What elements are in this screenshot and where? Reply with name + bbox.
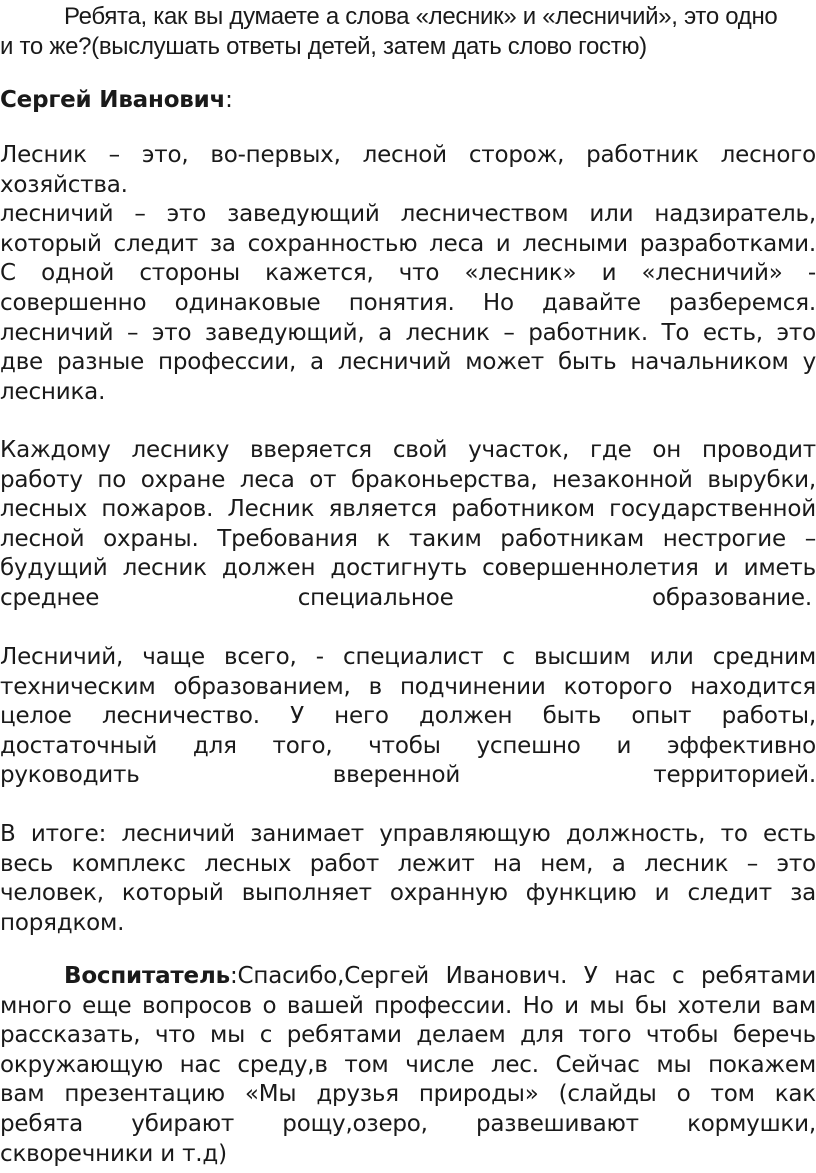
text-line: лесника. xyxy=(0,378,106,405)
text-line: лесничий – это заведующий, а лесник – работник. То есть, это xyxy=(0,319,816,346)
text-line: хозяйства. xyxy=(0,171,128,198)
intro-line-2: и то же?(выслушать ответы детей, затем дать слово гостю) xyxy=(0,33,647,60)
text-line: В итоге: лесничий занимает управляющую должность, то есть xyxy=(0,821,816,847)
text-line: рассказать, что мы с ребятами делаем для того чтобы беречь xyxy=(0,1022,816,1049)
intro-paragraph xyxy=(0,2,816,62)
text-line: техническим образованием, в подчинении которого находится xyxy=(0,673,816,700)
text-line: среднее специальное образование. xyxy=(0,584,812,611)
guest-heading xyxy=(0,86,816,116)
text-line: ребята убирают рощу,озеро, развешивают кормушки, xyxy=(0,1110,816,1137)
text-line: весь комплекс лесных работ лежит на нем, а лесник – это xyxy=(0,850,816,877)
text-line: работу по охране леса от браконьерства, незаконной вырубки, xyxy=(0,466,816,493)
text-line: много еще вопросов о вашей профессии. Но и мы бы хотели вам xyxy=(0,992,816,1019)
text-line: Лесник – это, во-первых, лесной сторож, работник лесного xyxy=(0,142,816,168)
text-line: Лесничий, чаще всего, - специалист с высшим или средним xyxy=(0,644,816,670)
paragraph-definitions xyxy=(0,141,816,407)
paragraph-summary xyxy=(0,820,816,938)
paragraph-forester xyxy=(0,436,816,614)
text-line: скворечники и т.д) xyxy=(0,1140,227,1167)
guest-colon: : xyxy=(225,87,233,113)
teacher-speaker-label: Воспитатель xyxy=(64,963,230,989)
text-line: руководить вверенной территорией. xyxy=(0,762,816,789)
text-line: будущий лесник должен достигнуть совершеннолетия и иметь xyxy=(0,555,816,582)
text-line: С одной стороны кажется, что «лесник» и «лесничий» - xyxy=(0,260,816,287)
text-line: окружающую нас среду,в том числе лес. Сейчас мы покажем xyxy=(0,1051,816,1078)
text-line: лесных пожаров. Лесник является работником государственной xyxy=(0,496,816,523)
text-line: целое лесничество. У него должен быть опыт работы, xyxy=(0,703,816,730)
text-line: Каждому леснику вверяется свой участок, где он проводит xyxy=(0,437,816,463)
text-line: порядком. xyxy=(0,909,125,936)
guest-name: Сергей Иванович xyxy=(0,87,226,113)
paragraph-teacher xyxy=(0,962,816,1169)
text-line: две разные профессии, а лесничий может быть начальником у xyxy=(0,349,816,376)
text-line: достаточный для того, чтобы успешно и эффективно xyxy=(0,732,816,759)
intro-line-1: Ребята, как вы думаете а слова «лесник» и «лесничий», это одно xyxy=(64,3,778,30)
text-line: который следит за сохранностью леса и лесными разработками. xyxy=(0,230,816,257)
text-line: лесной охраны. Требования к таким работникам нестрогие – xyxy=(0,525,816,552)
text-line: лесничий – это заведующий лесничеством или надзиратель, xyxy=(0,201,816,228)
text-line: вам презентацию «Мы друзья природы» (слайды о том как xyxy=(0,1081,816,1108)
paragraph-forest-manager xyxy=(0,643,816,791)
teacher-first-line-text: :Спасибо,Сергей Иванович. У нас с ребятами xyxy=(229,963,816,989)
text-line: человек, который выполняет охранную функцию и следит за xyxy=(0,880,816,907)
teacher-first-line xyxy=(0,962,816,992)
text-line: совершенно одинаковые понятия. Но давайте разберемся. xyxy=(0,289,816,316)
